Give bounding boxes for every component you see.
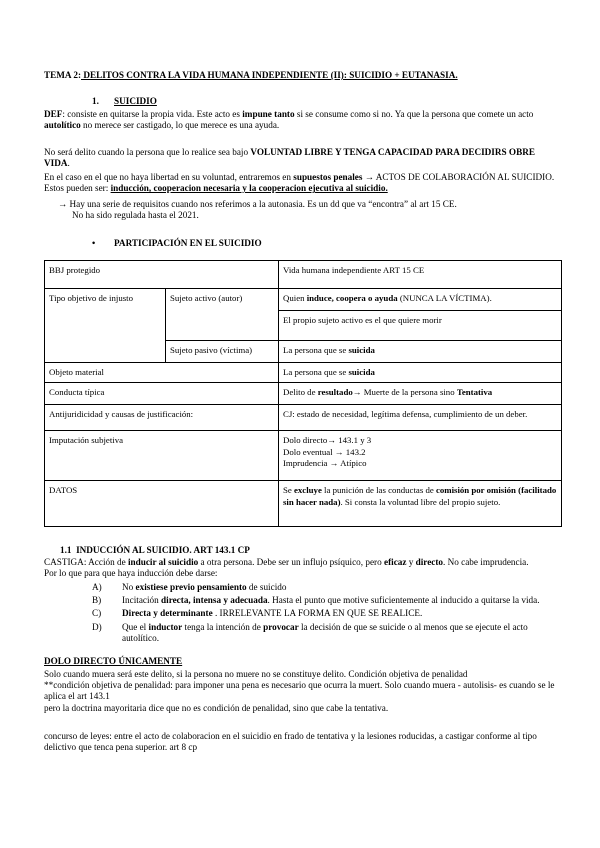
list-item — [92, 608, 562, 619]
item-bold: existiese previo pensamiento — [135, 582, 247, 592]
table-row — [45, 289, 562, 311]
section-number: 1. — [92, 96, 99, 106]
no-delito-paragraph — [44, 147, 560, 169]
para-text: → ACTOS DE COLABORACIÓN AL SUICIDIO. Estos pueden ser: — [44, 172, 555, 194]
def-text: si se consume como si no. Ya que la persona que comete un acto — [294, 109, 534, 119]
table-cell — [279, 341, 562, 363]
para-line: Solo cuando muera será este delito, si la persona no muere no se constituye delito. Condición objetiva de penalidad — [44, 669, 468, 679]
table-cell: DATOS — [45, 481, 279, 527]
para-bold: directo — [415, 557, 444, 567]
cell-bold: suicida — [348, 367, 375, 377]
para-bold: inducir al suicidio — [127, 557, 199, 567]
cell-text: (NUNCA LA VÍCTIMA). — [397, 293, 492, 303]
cell-text: La persona que se — [283, 345, 349, 355]
cell-text: Se — [283, 485, 294, 496]
participacion-heading — [92, 238, 262, 249]
para-text: En el caso en el que no haya libertad en su voluntad, entraremos en — [44, 172, 294, 182]
para-text: y — [406, 557, 416, 567]
table-cell: Imputación subjetiva — [45, 431, 279, 481]
para-bold: inducción, cooperacion necesaria y la cooperacion ejecutiva al suicidio. — [110, 183, 388, 194]
table-row — [45, 261, 562, 289]
section-heading-suicidio — [92, 96, 157, 107]
para-bold: eficaz — [384, 557, 407, 567]
cell-text: Quien — [283, 293, 307, 303]
table-cell: Conducta típica — [45, 383, 279, 405]
requisitos-list — [92, 582, 562, 644]
definition-paragraph — [44, 109, 560, 131]
para-line: **condición objetiva de penalidad: para imponer una pena es necesario que ocurra la muert. Solo cuando muera - autolisis- es cuando se le aplica el art 143.1 — [44, 680, 555, 702]
dolo-heading: DOLO DIRECTO ÚNICAMENTE — [44, 656, 183, 666]
list-item — [92, 582, 562, 593]
section-title: INDUCCIÓN AL SUICIDIO. ART 143.1 CP — [76, 545, 250, 555]
cell-line: Dolo eventual → 143.2 — [283, 446, 366, 457]
table-cell: Vida humana independiente ART 15 CE — [279, 261, 562, 289]
para-text: CASTIGA: Acción de — [44, 557, 128, 567]
cell-bold: induce, coopera o ayuda — [306, 293, 398, 303]
item-text: Incitación — [122, 595, 162, 606]
section-heading-induccion — [60, 545, 250, 556]
section-number: 1.1 — [60, 545, 72, 555]
item-text: tenga la intención de — [182, 621, 264, 632]
table-cell: Tipo objetivo de injusto — [45, 289, 166, 363]
item-bold: directa, intensa y adecuada — [161, 595, 268, 606]
title-main: DELITOS CONTRA LA VIDA HUMANA INDEPENDIENTE (II): SUICIDIO + EUTANASIA. — [81, 70, 458, 80]
item-text: Que el — [122, 621, 149, 632]
table-cell: Antijuridicidad y causas de justificación: — [45, 405, 279, 431]
cell-bold: resultado — [317, 387, 353, 398]
table-row — [45, 383, 562, 405]
item-text: de suicido — [246, 582, 287, 592]
table-cell — [279, 289, 562, 311]
section-title: SUICIDIO — [114, 96, 157, 106]
cell-text: . Si consta la voluntad libre del propio sujeto. — [340, 496, 501, 507]
caso-paragraph — [44, 172, 560, 194]
castiga-paragraph — [44, 557, 560, 579]
concurso-paragraph: concurso de leyes: entre el acto de colaboracion en el suicidio en frado de tentativa y la lesiones roducidas, a castigar conforme al tipo delictivo que tenca pena superior. art 8 cp — [44, 731, 537, 753]
item-bold: inductor — [148, 621, 183, 632]
list-marker: C) — [92, 608, 102, 619]
dolo-paragraph — [44, 669, 560, 714]
para-text: Por lo que para que haya inducción debe darse: — [44, 568, 218, 579]
table-cell — [279, 431, 562, 481]
list-marker: A) — [92, 582, 102, 592]
para-text: . No cabe imprudencia. — [443, 557, 529, 567]
table-row — [45, 363, 562, 383]
item-text: No — [122, 582, 136, 592]
def-bold: impune tanto — [242, 109, 295, 119]
participacion-table — [44, 260, 562, 527]
table-cell — [279, 383, 562, 405]
table-cell — [279, 481, 562, 527]
list-item — [92, 622, 562, 644]
arrow-note-line: → Hay una serie de requisitos cuando nos referimos a la autonasia. Es un dd que va “encontra” al art 15 CE. — [58, 199, 457, 209]
para-text: . — [67, 158, 70, 169]
cell-text: → Muerte de la persona sino — [352, 387, 457, 398]
table-cell: CJ: estado de necesidad, legítima defensa, cumplimiento de un deber. — [279, 405, 562, 431]
cell-bold: Tentativa — [456, 387, 493, 398]
def-label: DEF — [44, 109, 63, 119]
cell-text: Delito de — [283, 387, 318, 398]
para-text: No será delito cuando la persona que lo realice sea bajo — [44, 147, 251, 157]
list-marker: D) — [92, 621, 102, 632]
cell-text: la punición de las conductas de — [321, 485, 436, 496]
arrow-note — [58, 199, 562, 221]
cell-bold: comisión por omisión (facilitado sin hacer nada) — [283, 485, 557, 507]
bullet-icon: • — [92, 238, 96, 248]
para-text: a otra persona. Debe ser un influjo psíquico, pero — [198, 557, 384, 567]
table-cell — [279, 363, 562, 383]
participacion-title: PARTICIPACIÓN EN EL SUICIDIO — [114, 238, 262, 248]
table-row — [45, 405, 562, 431]
def-bold: autolítico — [44, 120, 81, 131]
table-cell: Objeto material — [45, 363, 279, 383]
cell-line: Dolo directo→ 143.1 y 3 — [283, 435, 372, 446]
para-bold: VOLUNTAD LIBRE Y TENGA CAPACIDAD PARA DECIDIRS OBRE VIDA — [44, 147, 535, 169]
cell-text: La persona que se — [283, 367, 349, 377]
table-cell: BBJ protegido — [45, 261, 279, 289]
title-prefix: TEMA 2: — [44, 70, 82, 80]
arrow-note-line: No ha sido regulada hasta el 2021. — [72, 210, 199, 221]
cell-bold: excluye — [294, 485, 322, 496]
document-title — [44, 70, 458, 81]
item-bold: provocar — [263, 621, 299, 632]
para-line: pero la doctrina mayoritaria dice que no es condición de penalidad, sino que cabe la tentativa. — [44, 702, 389, 713]
item-bold: Directa y determinante — [122, 608, 213, 619]
list-item — [92, 595, 562, 606]
para-bold: supuestos penales — [293, 172, 363, 182]
table-row — [45, 481, 562, 527]
table-cell: Sujeto pasivo (víctima) — [166, 341, 279, 363]
cell-line: Imprudencia → Atípico — [283, 458, 367, 469]
def-text: : consiste en quitarse la propia vida. Este acto es — [62, 109, 243, 119]
table-cell: El propio sujeto activo es el que quiere morir — [279, 311, 562, 341]
list-marker: B) — [92, 595, 102, 606]
item-text: . IRRELEVANTE LA FORMA EN QUE SE REALICE. — [212, 608, 423, 619]
def-text: no merece ser castigado, lo que merece es una ayuda. — [80, 120, 280, 131]
table-cell: Sujeto activo (autor) — [166, 289, 279, 341]
item-text: . Hasta el punto que motive suficientemente al inducido a quitarse la vida. — [267, 595, 540, 606]
table-row — [45, 431, 562, 481]
item-text: la decisión de que se suicide o al menos que se ejecute el acto autolítico. — [122, 621, 528, 643]
cell-bold: suicida — [348, 345, 375, 355]
